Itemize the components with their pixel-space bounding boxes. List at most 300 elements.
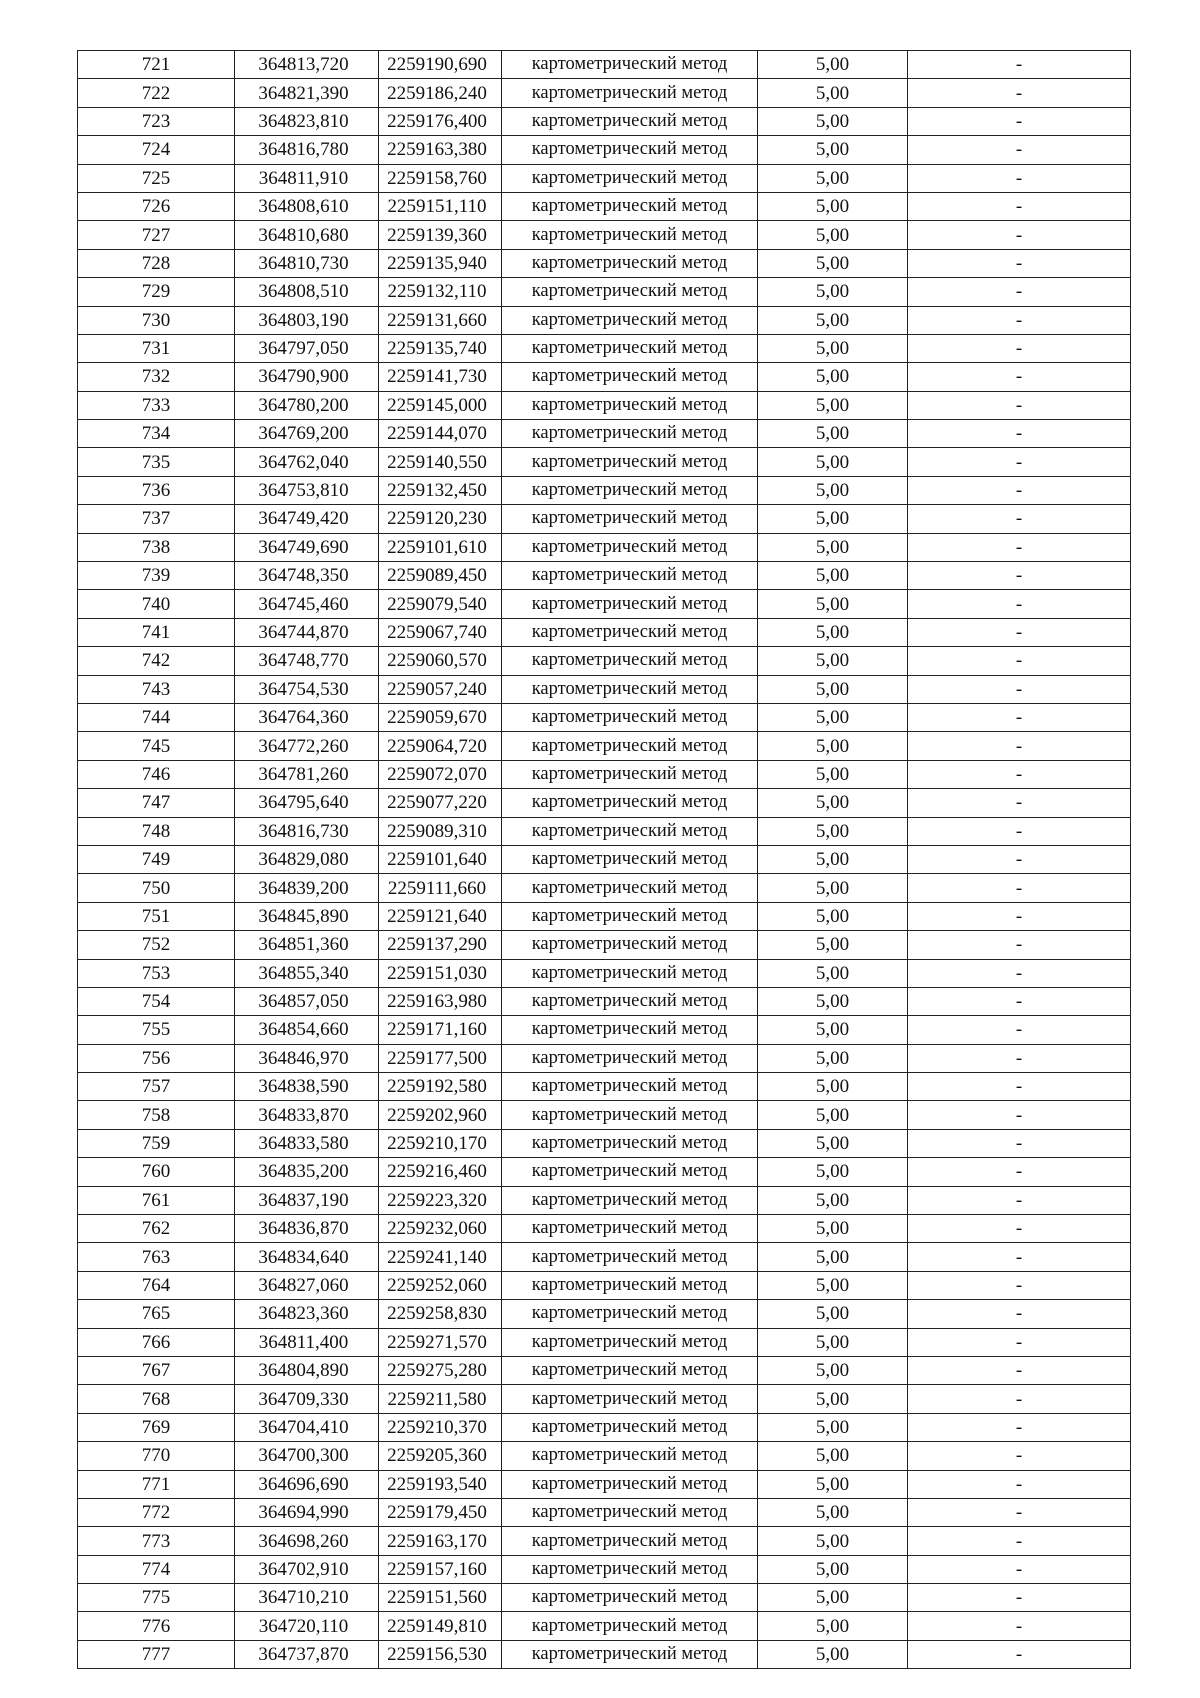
- table-row: [78, 845, 1131, 873]
- note-cell: -: [908, 136, 1131, 164]
- table-row: [78, 1498, 1131, 1526]
- x-coordinate-cell: 364811,910: [235, 164, 379, 192]
- accuracy-cell: 5,00: [758, 1073, 908, 1101]
- accuracy-cell: 5,00: [758, 931, 908, 959]
- y-coordinate-cell: 2259176,400: [379, 107, 502, 135]
- method-cell: картометрический метод: [502, 987, 758, 1015]
- note-cell: -: [908, 1016, 1131, 1044]
- method-cell: картометрический метод: [502, 1498, 758, 1526]
- table-row: [78, 647, 1131, 675]
- accuracy-cell: 5,00: [758, 306, 908, 334]
- table-row: [78, 476, 1131, 504]
- method-cell: картометрический метод: [502, 249, 758, 277]
- x-coordinate-cell: 364780,200: [235, 391, 379, 419]
- table-row: [78, 1073, 1131, 1101]
- note-cell: -: [908, 562, 1131, 590]
- y-coordinate-cell: 2259089,450: [379, 562, 502, 590]
- point-number-cell: 752: [78, 931, 235, 959]
- y-coordinate-cell: 2259131,660: [379, 306, 502, 334]
- accuracy-cell: 5,00: [758, 420, 908, 448]
- table-row: [78, 902, 1131, 930]
- method-cell: картометрический метод: [502, 1470, 758, 1498]
- table-row: [78, 533, 1131, 561]
- note-cell: -: [908, 533, 1131, 561]
- x-coordinate-cell: 364829,080: [235, 845, 379, 873]
- point-number-cell: 774: [78, 1555, 235, 1583]
- x-coordinate-cell: 364764,360: [235, 703, 379, 731]
- method-cell: картометрический метод: [502, 448, 758, 476]
- table-row: [78, 164, 1131, 192]
- method-cell: картометрический метод: [502, 505, 758, 533]
- note-cell: -: [908, 1555, 1131, 1583]
- y-coordinate-cell: 2259193,540: [379, 1470, 502, 1498]
- table-row: [78, 505, 1131, 533]
- y-coordinate-cell: 2259139,360: [379, 221, 502, 249]
- method-cell: картометрический метод: [502, 1328, 758, 1356]
- note-cell: -: [908, 1243, 1131, 1271]
- note-cell: -: [908, 164, 1131, 192]
- point-number-cell: 755: [78, 1016, 235, 1044]
- point-number-cell: 756: [78, 1044, 235, 1072]
- note-cell: -: [908, 902, 1131, 930]
- x-coordinate-cell: 364810,680: [235, 221, 379, 249]
- y-coordinate-cell: 2259177,500: [379, 1044, 502, 1072]
- point-number-cell: 728: [78, 249, 235, 277]
- y-coordinate-cell: 2259059,670: [379, 703, 502, 731]
- table-row: [78, 1328, 1131, 1356]
- y-coordinate-cell: 2259151,560: [379, 1584, 502, 1612]
- method-cell: картометрический метод: [502, 1527, 758, 1555]
- point-number-cell: 747: [78, 789, 235, 817]
- point-number-cell: 733: [78, 391, 235, 419]
- table-row: [78, 192, 1131, 220]
- method-cell: картометрический метод: [502, 931, 758, 959]
- point-number-cell: 749: [78, 845, 235, 873]
- note-cell: -: [908, 1101, 1131, 1129]
- table-row: [78, 334, 1131, 362]
- y-coordinate-cell: 2259144,070: [379, 420, 502, 448]
- y-coordinate-cell: 2259121,640: [379, 902, 502, 930]
- y-coordinate-cell: 2259210,170: [379, 1129, 502, 1157]
- accuracy-cell: 5,00: [758, 1612, 908, 1640]
- y-coordinate-cell: 2259089,310: [379, 817, 502, 845]
- y-coordinate-cell: 2259077,220: [379, 789, 502, 817]
- y-coordinate-cell: 2259163,170: [379, 1527, 502, 1555]
- table-row: [78, 1158, 1131, 1186]
- table-row: [78, 1016, 1131, 1044]
- accuracy-cell: 5,00: [758, 1300, 908, 1328]
- y-coordinate-cell: 2259079,540: [379, 590, 502, 618]
- x-coordinate-cell: 364781,260: [235, 760, 379, 788]
- x-coordinate-cell: 364846,970: [235, 1044, 379, 1072]
- note-cell: -: [908, 448, 1131, 476]
- accuracy-cell: 5,00: [758, 1555, 908, 1583]
- method-cell: картометрический метод: [502, 363, 758, 391]
- method-cell: картометрический метод: [502, 675, 758, 703]
- x-coordinate-cell: 364834,640: [235, 1243, 379, 1271]
- y-coordinate-cell: 2259241,140: [379, 1243, 502, 1271]
- x-coordinate-cell: 364836,870: [235, 1215, 379, 1243]
- table-row: [78, 1215, 1131, 1243]
- note-cell: -: [908, 931, 1131, 959]
- method-cell: картометрический метод: [502, 1129, 758, 1157]
- method-cell: картометрический метод: [502, 760, 758, 788]
- method-cell: картометрический метод: [502, 732, 758, 760]
- accuracy-cell: 5,00: [758, 448, 908, 476]
- accuracy-cell: 5,00: [758, 987, 908, 1015]
- accuracy-cell: 5,00: [758, 1215, 908, 1243]
- x-coordinate-cell: 364816,730: [235, 817, 379, 845]
- accuracy-cell: 5,00: [758, 1243, 908, 1271]
- table-row: [78, 703, 1131, 731]
- x-coordinate-cell: 364790,900: [235, 363, 379, 391]
- point-number-cell: 732: [78, 363, 235, 391]
- note-cell: -: [908, 1073, 1131, 1101]
- note-cell: -: [908, 51, 1131, 79]
- y-coordinate-cell: 2259151,030: [379, 959, 502, 987]
- note-cell: -: [908, 1640, 1131, 1668]
- x-coordinate-cell: 364698,260: [235, 1527, 379, 1555]
- point-number-cell: 769: [78, 1413, 235, 1441]
- method-cell: картометрический метод: [502, 51, 758, 79]
- method-cell: картометрический метод: [502, 1101, 758, 1129]
- x-coordinate-cell: 364772,260: [235, 732, 379, 760]
- point-number-cell: 773: [78, 1527, 235, 1555]
- note-cell: -: [908, 249, 1131, 277]
- accuracy-cell: 5,00: [758, 845, 908, 873]
- note-cell: -: [908, 505, 1131, 533]
- y-coordinate-cell: 2259156,530: [379, 1640, 502, 1668]
- method-cell: картометрический метод: [502, 1584, 758, 1612]
- point-number-cell: 768: [78, 1385, 235, 1413]
- table-row: [78, 732, 1131, 760]
- note-cell: -: [908, 1385, 1131, 1413]
- x-coordinate-cell: 364816,780: [235, 136, 379, 164]
- x-coordinate-cell: 364769,200: [235, 420, 379, 448]
- note-cell: -: [908, 306, 1131, 334]
- accuracy-cell: 5,00: [758, 874, 908, 902]
- method-cell: картометрический метод: [502, 1356, 758, 1384]
- x-coordinate-cell: 364709,330: [235, 1385, 379, 1413]
- note-cell: -: [908, 1442, 1131, 1470]
- point-number-cell: 767: [78, 1356, 235, 1384]
- accuracy-cell: 5,00: [758, 533, 908, 561]
- method-cell: картометрический метод: [502, 1215, 758, 1243]
- note-cell: -: [908, 1129, 1131, 1157]
- note-cell: -: [908, 1584, 1131, 1612]
- y-coordinate-cell: 2259275,280: [379, 1356, 502, 1384]
- table-row: [78, 448, 1131, 476]
- accuracy-cell: 5,00: [758, 192, 908, 220]
- note-cell: -: [908, 590, 1131, 618]
- y-coordinate-cell: 2259232,060: [379, 1215, 502, 1243]
- accuracy-cell: 5,00: [758, 760, 908, 788]
- table-row: [78, 278, 1131, 306]
- point-number-cell: 726: [78, 192, 235, 220]
- x-coordinate-cell: 364811,400: [235, 1328, 379, 1356]
- point-number-cell: 727: [78, 221, 235, 249]
- table-row: [78, 391, 1131, 419]
- table-row: [78, 931, 1131, 959]
- table-row: [78, 1413, 1131, 1441]
- note-cell: -: [908, 79, 1131, 107]
- accuracy-cell: 5,00: [758, 1498, 908, 1526]
- method-cell: картометрический метод: [502, 1442, 758, 1470]
- table-row: [78, 1640, 1131, 1668]
- x-coordinate-cell: 364833,580: [235, 1129, 379, 1157]
- method-cell: картометрический метод: [502, 420, 758, 448]
- method-cell: картометрический метод: [502, 902, 758, 930]
- accuracy-cell: 5,00: [758, 1527, 908, 1555]
- method-cell: картометрический метод: [502, 1271, 758, 1299]
- x-coordinate-cell: 364696,690: [235, 1470, 379, 1498]
- table-row: [78, 1300, 1131, 1328]
- table-row: [78, 1101, 1131, 1129]
- x-coordinate-cell: 364845,890: [235, 902, 379, 930]
- method-cell: картометрический метод: [502, 192, 758, 220]
- table-row: [78, 760, 1131, 788]
- note-cell: -: [908, 845, 1131, 873]
- accuracy-cell: 5,00: [758, 562, 908, 590]
- point-number-cell: 741: [78, 618, 235, 646]
- table-row: [78, 1385, 1131, 1413]
- note-cell: -: [908, 817, 1131, 845]
- note-cell: -: [908, 1527, 1131, 1555]
- x-coordinate-cell: 364737,870: [235, 1640, 379, 1668]
- point-number-cell: 735: [78, 448, 235, 476]
- method-cell: картометрический метод: [502, 1186, 758, 1214]
- accuracy-cell: 5,00: [758, 1413, 908, 1441]
- note-cell: -: [908, 647, 1131, 675]
- x-coordinate-cell: 364745,460: [235, 590, 379, 618]
- note-cell: -: [908, 1044, 1131, 1072]
- method-cell: картометрический метод: [502, 789, 758, 817]
- method-cell: картометрический метод: [502, 1016, 758, 1044]
- note-cell: -: [908, 959, 1131, 987]
- note-cell: -: [908, 420, 1131, 448]
- note-cell: -: [908, 192, 1131, 220]
- point-number-cell: 744: [78, 703, 235, 731]
- y-coordinate-cell: 2259211,580: [379, 1385, 502, 1413]
- x-coordinate-cell: 364762,040: [235, 448, 379, 476]
- point-number-cell: 734: [78, 420, 235, 448]
- y-coordinate-cell: 2259179,450: [379, 1498, 502, 1526]
- table-row: [78, 1470, 1131, 1498]
- note-cell: -: [908, 1470, 1131, 1498]
- point-number-cell: 765: [78, 1300, 235, 1328]
- table-row: [78, 136, 1131, 164]
- point-number-cell: 776: [78, 1612, 235, 1640]
- point-number-cell: 771: [78, 1470, 235, 1498]
- point-number-cell: 759: [78, 1129, 235, 1157]
- method-cell: картометрический метод: [502, 278, 758, 306]
- y-coordinate-cell: 2259258,830: [379, 1300, 502, 1328]
- table-row: [78, 817, 1131, 845]
- x-coordinate-cell: 364839,200: [235, 874, 379, 902]
- table-row: [78, 874, 1131, 902]
- point-number-cell: 722: [78, 79, 235, 107]
- method-cell: картометрический метод: [502, 1073, 758, 1101]
- note-cell: -: [908, 221, 1131, 249]
- accuracy-cell: 5,00: [758, 1129, 908, 1157]
- accuracy-cell: 5,00: [758, 1328, 908, 1356]
- point-number-cell: 746: [78, 760, 235, 788]
- x-coordinate-cell: 364827,060: [235, 1271, 379, 1299]
- y-coordinate-cell: 2259210,370: [379, 1413, 502, 1441]
- y-coordinate-cell: 2259132,450: [379, 476, 502, 504]
- x-coordinate-cell: 364821,390: [235, 79, 379, 107]
- table-row: [78, 1612, 1131, 1640]
- method-cell: картометрический метод: [502, 1612, 758, 1640]
- accuracy-cell: 5,00: [758, 107, 908, 135]
- accuracy-cell: 5,00: [758, 79, 908, 107]
- x-coordinate-cell: 364749,420: [235, 505, 379, 533]
- table-row: [78, 249, 1131, 277]
- note-cell: -: [908, 760, 1131, 788]
- note-cell: -: [908, 1271, 1131, 1299]
- point-number-cell: 754: [78, 987, 235, 1015]
- x-coordinate-cell: 364838,590: [235, 1073, 379, 1101]
- accuracy-cell: 5,00: [758, 1186, 908, 1214]
- note-cell: -: [908, 107, 1131, 135]
- y-coordinate-cell: 2259252,060: [379, 1271, 502, 1299]
- method-cell: картометрический метод: [502, 391, 758, 419]
- x-coordinate-cell: 364702,910: [235, 1555, 379, 1583]
- point-number-cell: 750: [78, 874, 235, 902]
- y-coordinate-cell: 2259101,640: [379, 845, 502, 873]
- y-coordinate-cell: 2259163,380: [379, 136, 502, 164]
- method-cell: картометрический метод: [502, 221, 758, 249]
- y-coordinate-cell: 2259135,740: [379, 334, 502, 362]
- point-number-cell: 766: [78, 1328, 235, 1356]
- x-coordinate-cell: 364833,870: [235, 1101, 379, 1129]
- note-cell: -: [908, 1158, 1131, 1186]
- x-coordinate-cell: 364748,350: [235, 562, 379, 590]
- accuracy-cell: 5,00: [758, 249, 908, 277]
- point-number-cell: 775: [78, 1584, 235, 1612]
- note-cell: -: [908, 1356, 1131, 1384]
- table-row: [78, 1555, 1131, 1583]
- x-coordinate-cell: 364851,360: [235, 931, 379, 959]
- table-row: [78, 420, 1131, 448]
- accuracy-cell: 5,00: [758, 1271, 908, 1299]
- x-coordinate-cell: 364854,660: [235, 1016, 379, 1044]
- table-row: [78, 789, 1131, 817]
- x-coordinate-cell: 364810,730: [235, 249, 379, 277]
- method-cell: картометрический метод: [502, 562, 758, 590]
- point-number-cell: 777: [78, 1640, 235, 1668]
- method-cell: картометрический метод: [502, 1385, 758, 1413]
- method-cell: картометрический метод: [502, 1413, 758, 1441]
- accuracy-cell: 5,00: [758, 1101, 908, 1129]
- x-coordinate-cell: 364753,810: [235, 476, 379, 504]
- y-coordinate-cell: 2259145,000: [379, 391, 502, 419]
- x-coordinate-cell: 364754,530: [235, 675, 379, 703]
- point-number-cell: 739: [78, 562, 235, 590]
- note-cell: -: [908, 278, 1131, 306]
- method-cell: картометрический метод: [502, 164, 758, 192]
- note-cell: -: [908, 1300, 1131, 1328]
- x-coordinate-cell: 364808,610: [235, 192, 379, 220]
- method-cell: картометрический метод: [502, 845, 758, 873]
- accuracy-cell: 5,00: [758, 817, 908, 845]
- y-coordinate-cell: 2259205,360: [379, 1442, 502, 1470]
- point-number-cell: 751: [78, 902, 235, 930]
- note-cell: -: [908, 987, 1131, 1015]
- method-cell: картометрический метод: [502, 703, 758, 731]
- y-coordinate-cell: 2259186,240: [379, 79, 502, 107]
- method-cell: картометрический метод: [502, 590, 758, 618]
- y-coordinate-cell: 2259163,980: [379, 987, 502, 1015]
- x-coordinate-cell: 364797,050: [235, 334, 379, 362]
- accuracy-cell: 5,00: [758, 136, 908, 164]
- accuracy-cell: 5,00: [758, 675, 908, 703]
- x-coordinate-cell: 364823,810: [235, 107, 379, 135]
- accuracy-cell: 5,00: [758, 732, 908, 760]
- y-coordinate-cell: 2259120,230: [379, 505, 502, 533]
- y-coordinate-cell: 2259135,940: [379, 249, 502, 277]
- table-row: [78, 1186, 1131, 1214]
- point-number-cell: 761: [78, 1186, 235, 1214]
- method-cell: картометрический метод: [502, 476, 758, 504]
- accuracy-cell: 5,00: [758, 334, 908, 362]
- table-row: [78, 1243, 1131, 1271]
- accuracy-cell: 5,00: [758, 647, 908, 675]
- table-row: [78, 562, 1131, 590]
- note-cell: -: [908, 363, 1131, 391]
- table-row: [78, 959, 1131, 987]
- x-coordinate-cell: 364803,190: [235, 306, 379, 334]
- accuracy-cell: 5,00: [758, 221, 908, 249]
- point-number-cell: 736: [78, 476, 235, 504]
- coordinates-table: [77, 50, 1131, 1669]
- x-coordinate-cell: 364795,640: [235, 789, 379, 817]
- point-number-cell: 730: [78, 306, 235, 334]
- x-coordinate-cell: 364710,210: [235, 1584, 379, 1612]
- x-coordinate-cell: 364857,050: [235, 987, 379, 1015]
- point-number-cell: 745: [78, 732, 235, 760]
- method-cell: картометрический метод: [502, 959, 758, 987]
- table-row: [78, 221, 1131, 249]
- note-cell: -: [908, 675, 1131, 703]
- table-row: [78, 1044, 1131, 1072]
- point-number-cell: 738: [78, 533, 235, 561]
- method-cell: картометрический метод: [502, 1640, 758, 1668]
- method-cell: картометрический метод: [502, 136, 758, 164]
- note-cell: -: [908, 874, 1131, 902]
- accuracy-cell: 5,00: [758, 703, 908, 731]
- accuracy-cell: 5,00: [758, 278, 908, 306]
- table-row: [78, 1442, 1131, 1470]
- point-number-cell: 772: [78, 1498, 235, 1526]
- accuracy-cell: 5,00: [758, 1442, 908, 1470]
- method-cell: картометрический метод: [502, 1044, 758, 1072]
- method-cell: картометрический метод: [502, 874, 758, 902]
- y-coordinate-cell: 2259057,240: [379, 675, 502, 703]
- y-coordinate-cell: 2259064,720: [379, 732, 502, 760]
- y-coordinate-cell: 2259223,320: [379, 1186, 502, 1214]
- table-row: [78, 1584, 1131, 1612]
- accuracy-cell: 5,00: [758, 1385, 908, 1413]
- note-cell: -: [908, 703, 1131, 731]
- table-row: [78, 1129, 1131, 1157]
- method-cell: картометрический метод: [502, 107, 758, 135]
- note-cell: -: [908, 1328, 1131, 1356]
- note-cell: -: [908, 1413, 1131, 1441]
- accuracy-cell: 5,00: [758, 1584, 908, 1612]
- y-coordinate-cell: 2259141,730: [379, 363, 502, 391]
- note-cell: -: [908, 334, 1131, 362]
